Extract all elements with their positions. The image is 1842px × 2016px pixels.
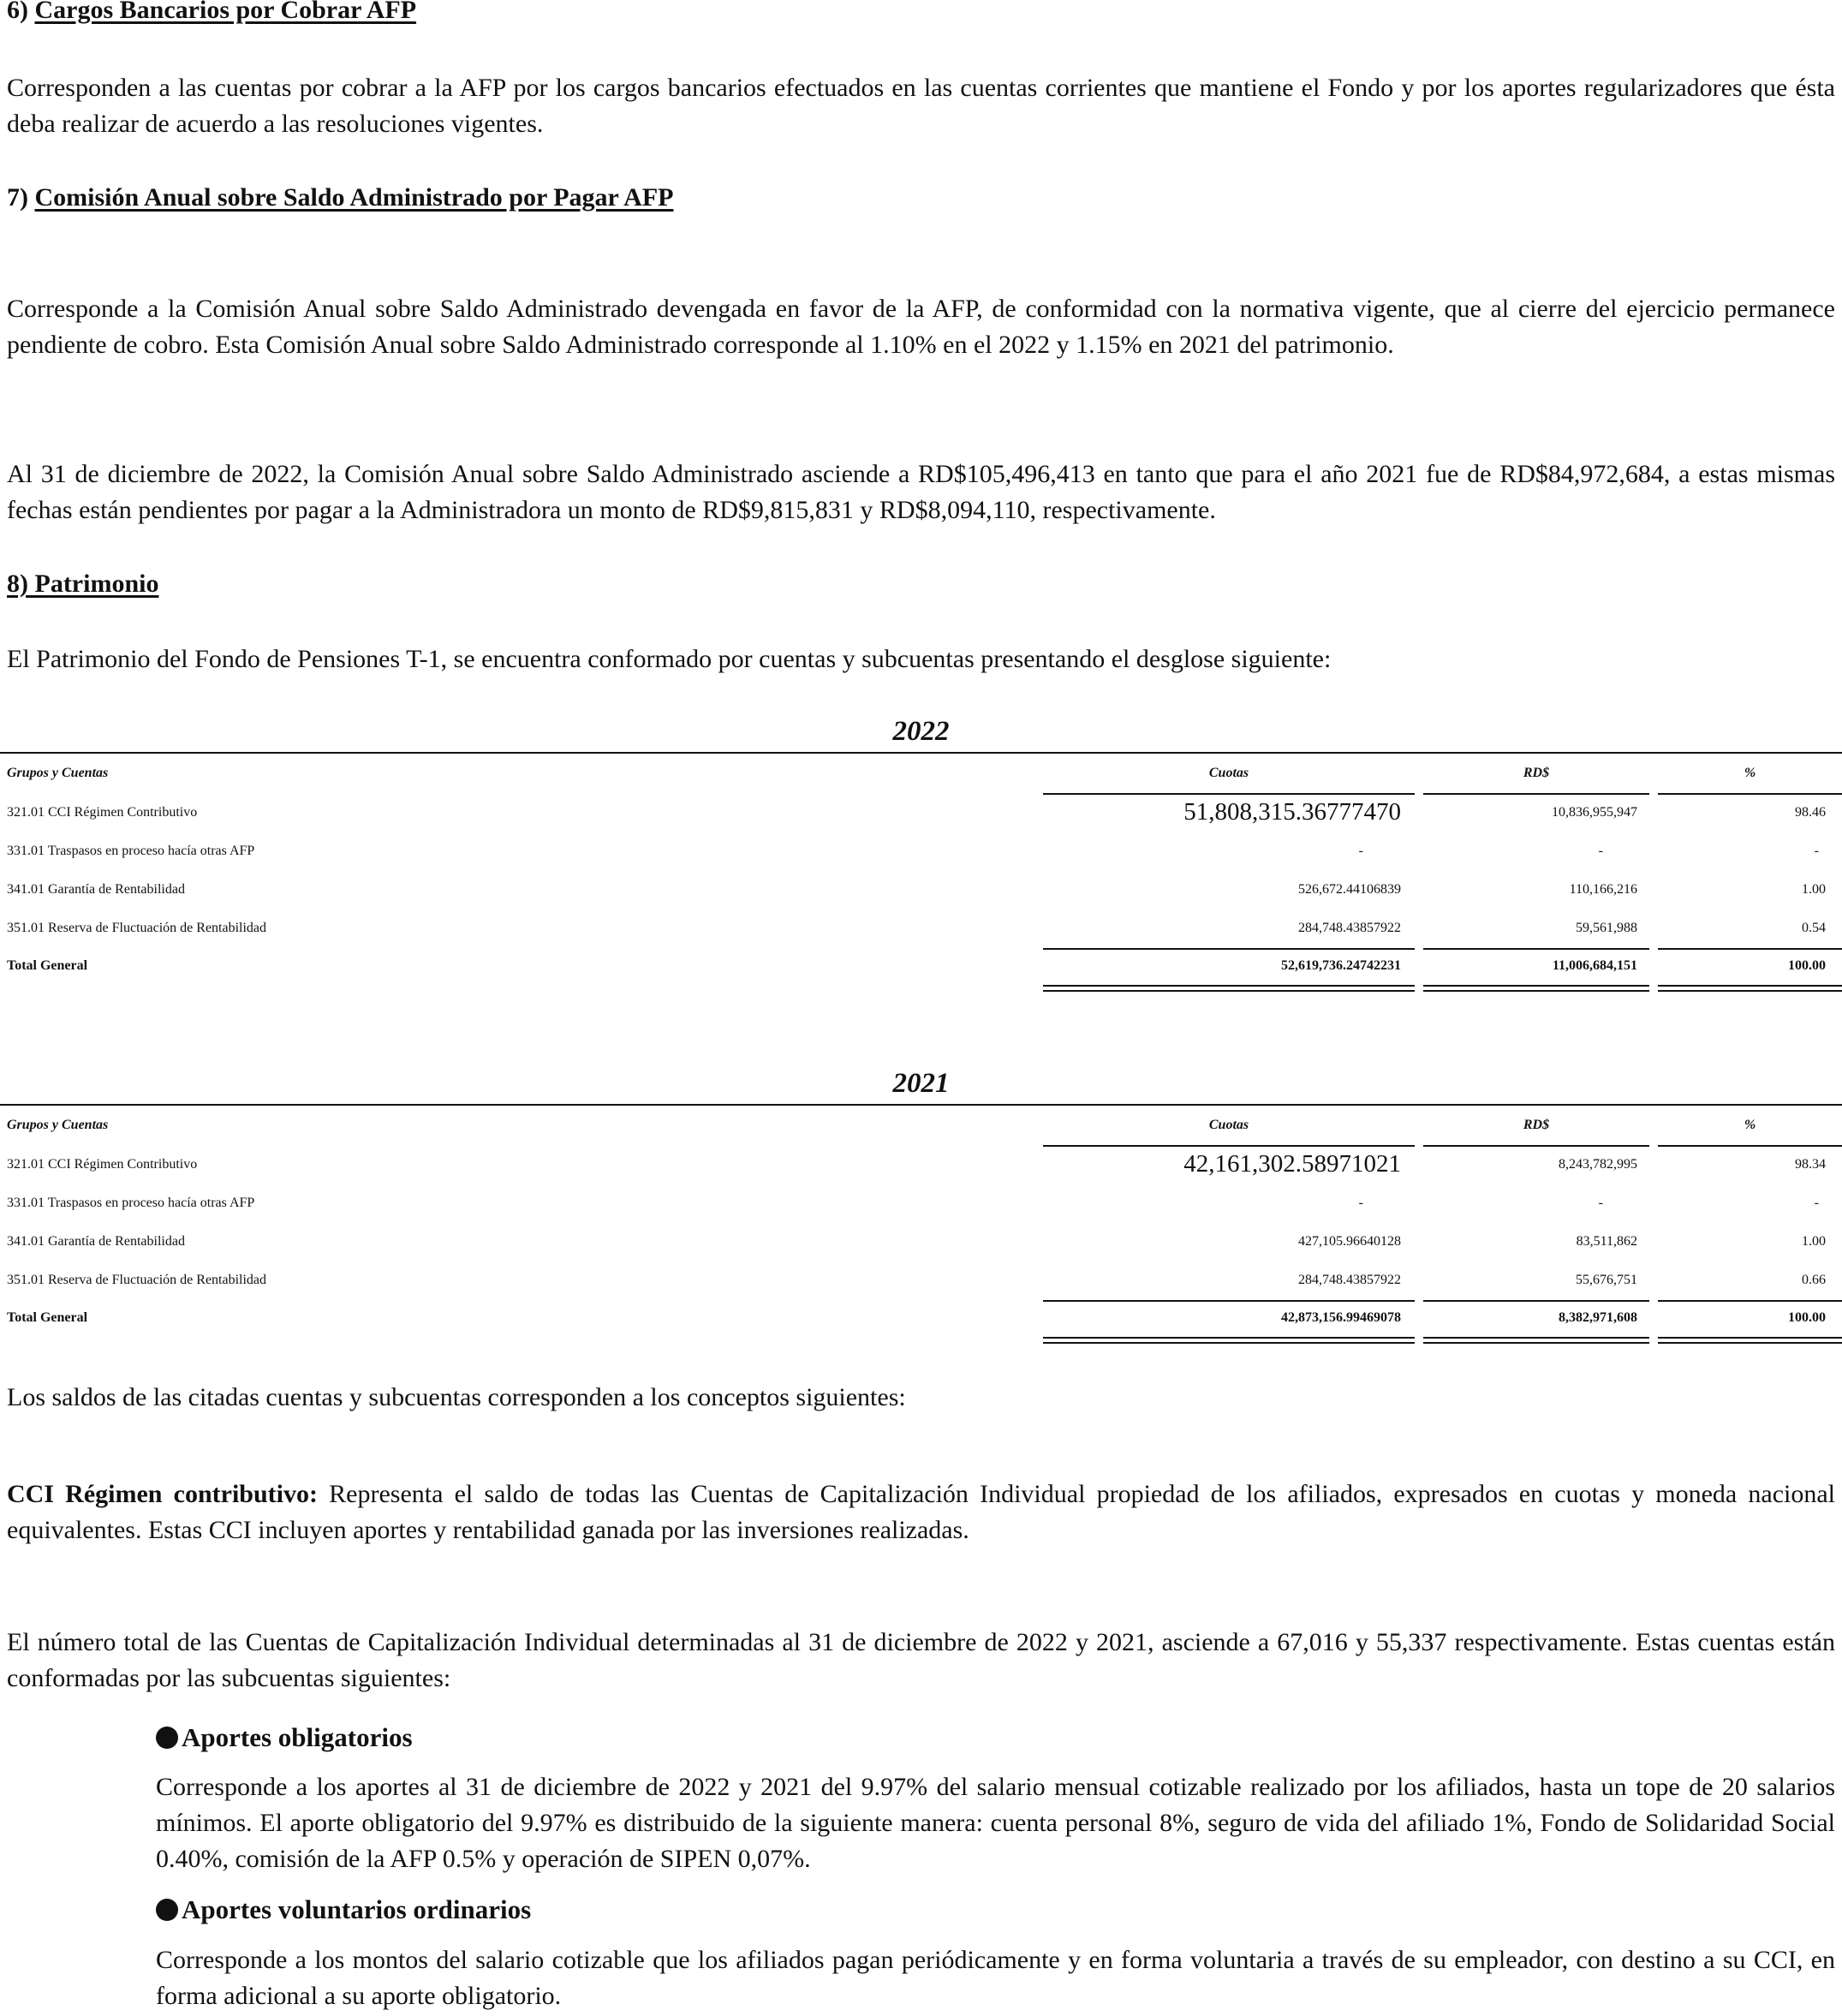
row-pct-value: 98.46 — [1795, 805, 1826, 820]
table-2021-year: 2021 — [892, 1068, 950, 1099]
bullet-icon — [156, 1727, 178, 1749]
section-7-body-2: Al 31 de diciembre de 2022, la Comisión Anual sobre Saldo Administrado asciende a RD$105,496,413 en tanto que para el año 2021 fue de RD$84,972,684, a estas mismas fechas están pendientes por pagar a la Administradora un monto de RD$9,815,831 y RD$8,094,110, respectivamente. — [7, 460, 1835, 524]
total-cuotas-value: 52,619,736.24742231 — [1281, 958, 1401, 973]
column-header-rd: RD$ — [1523, 766, 1550, 780]
table-total-row — [0, 946, 1842, 985]
section-7-body-1: Corresponde a la Comisión Anual sobre Saldo Administrado devengada en favor de la AFP, de conformidad con la normativa vigente, que al cierre del ejercicio permanece pendiente de cobro. Esta Comisión Anual sobre Saldo Administrado corresponde al 1.10% en el 2022 y 1.15% en 2021 del patrimonio. — [7, 295, 1835, 359]
column-header-pct: % — [1744, 1118, 1756, 1132]
row-account-name: 351.01 Reserva de Fluctuación de Rentabilidad — [7, 1273, 267, 1287]
total-double-rule-cuotas — [1043, 985, 1415, 992]
row-cuotas-value: 42,161,302.58971021 — [1183, 1150, 1401, 1178]
total-pct-value: 100.00 — [1788, 1310, 1826, 1325]
bullet-title: Aportes obligatorios — [182, 1722, 413, 1752]
total-rd-value: 11,006,684,151 — [1552, 958, 1637, 973]
table-2022-year: 2022 — [892, 716, 950, 747]
cci-label: CCI Régimen contributivo: — [7, 1480, 318, 1508]
column-header-cuotas: Cuotas — [1208, 1118, 1249, 1132]
total-pct-value: 100.00 — [1788, 958, 1826, 973]
section-8-heading — [7, 569, 158, 599]
row-rd-value: 83,511,862 — [1576, 1234, 1637, 1249]
total-double-rule-rd — [1423, 985, 1649, 992]
row-cuotas-value: 51,808,315.36777470 — [1183, 798, 1401, 826]
column-header-rd: RD$ — [1523, 1118, 1550, 1132]
concepts-intro: Los saldos de las citadas cuentas y subcuentas corresponden a los conceptos siguientes: — [7, 1383, 906, 1411]
column-header-pct: % — [1744, 766, 1756, 780]
row-pct-value: 1.00 — [1802, 882, 1826, 897]
row-cuotas-value: 427,105.96640128 — [1298, 1234, 1401, 1249]
bullet-aportes-voluntarios — [156, 1894, 531, 1926]
table-row — [0, 793, 1842, 832]
cci-body: Representa el saldo de todas las Cuentas de Capitalización Individual propiedad de los afiliados, expresados en cuotas y moneda nacional equivalentes. Estas CCI incluyen aportes y rentabilidad ganada por las inversiones realizadas. — [7, 1480, 1835, 1544]
total-double-rule-pct — [1658, 1337, 1842, 1344]
total-label: Total General — [7, 1310, 88, 1325]
bullet-icon — [156, 1899, 178, 1921]
section-8-intro: El Patrimonio del Fondo de Pensiones T-1, se encuentra conformado por cuentas y subcuentas presentando el desglose siguiente: — [7, 645, 1332, 673]
row-cuotas-value: - — [1358, 1196, 1363, 1210]
row-cuotas-value: 526,672.44106839 — [1298, 882, 1401, 897]
bullet-2-body: Corresponde a los montos del salario cotizable que los afiliados pagan periódicamente y en forma voluntaria a través de su empleador, con destino a su CCI, en forma adicional a su aporte obligatorio. — [156, 1946, 1835, 2010]
column-header-grupos: Grupos y Cuentas — [7, 1118, 109, 1132]
bullet-title: Aportes voluntarios ordinarios — [182, 1894, 532, 1924]
total-rd-value: 8,382,971,608 — [1559, 1310, 1637, 1325]
total-double-rule-cuotas — [1043, 1337, 1415, 1344]
column-header-grupos: Grupos y Cuentas — [7, 766, 109, 780]
table-row — [0, 1261, 1842, 1299]
total-cuotas-value: 42,873,156.99469078 — [1281, 1310, 1401, 1325]
section-6-heading — [7, 0, 416, 26]
accounts-paragraph: El número total de las Cuentas de Capitalización Individual determinadas al 31 de diciembre de 2022 y 2021, asciende a 67,016 y 55,337 respectivamente. Estas cuentas están conformadas por las subcuentas siguientes: — [7, 1628, 1835, 1692]
row-rd-value: - — [1598, 1196, 1603, 1210]
bullet-1-body: Corresponde a los aportes al 31 de diciembre de 2022 y 2021 del 9.97% del salario mensual cotizable realizado por los afiliados, hasta un tope de 20 salarios mínimos. El aporte obligatorio del 9.97% es distribuido de la siguiente manera: cuenta personal 8%, seguro de vida del afiliado 1%, Fondo de Solidaridad Social 0.40%, comisión de la AFP 0.5% y operación de SIPEN 0,07%. — [156, 1773, 1835, 1873]
table-row — [0, 1222, 1842, 1261]
row-pct-value: 1.00 — [1802, 1234, 1826, 1249]
row-rd-value: 10,836,955,947 — [1552, 805, 1637, 820]
total-double-rule-rd — [1423, 1337, 1649, 1344]
row-account-name: 331.01 Traspasos en proceso hacía otras AFP — [7, 1196, 255, 1210]
row-cuotas-value: - — [1358, 844, 1363, 858]
row-account-name: 321.01 CCI Régimen Contributivo — [7, 1157, 198, 1172]
row-pct-value: 0.54 — [1802, 921, 1826, 935]
table-row — [0, 909, 1842, 947]
total-label: Total General — [7, 958, 88, 973]
column-header-cuotas: Cuotas — [1208, 766, 1249, 780]
section-6-body: Corresponden a las cuentas por cobrar a la AFP por los cargos bancarios efectuados en las cuentas corrientes que mantiene el Fondo y por los aportes regularizadores que ésta deba realizar de acuerdo a las resoluciones vigentes. — [7, 74, 1835, 138]
table-total-row — [0, 1298, 1842, 1337]
bullet-aportes-obligatorios — [156, 1721, 413, 1754]
row-pct-value: - — [1814, 1196, 1819, 1210]
section-7-number: 7) — [7, 183, 28, 212]
row-account-name: 351.01 Reserva de Fluctuación de Rentabilidad — [7, 921, 267, 935]
section-6-number: 6) — [7, 0, 28, 24]
cci-paragraph — [7, 1476, 1835, 1548]
row-pct-value: 98.34 — [1795, 1157, 1826, 1172]
row-account-name: 331.01 Traspasos en proceso hacía otras AFP — [7, 844, 255, 858]
row-pct-value: - — [1814, 844, 1819, 858]
table-row — [0, 1145, 1842, 1184]
table-row — [0, 1184, 1842, 1222]
table-row — [0, 832, 1842, 870]
row-pct-value: 0.66 — [1802, 1273, 1826, 1287]
row-rd-value: - — [1598, 844, 1603, 858]
total-double-rule-pct — [1658, 985, 1842, 992]
row-account-name: 321.01 CCI Régimen Contributivo — [7, 805, 198, 820]
section-6-title: Cargos Bancarios por Cobrar AFP — [34, 0, 417, 24]
row-rd-value: 55,676,751 — [1576, 1273, 1637, 1287]
table-row — [0, 870, 1842, 909]
row-cuotas-value: 284,748.43857922 — [1298, 1273, 1401, 1287]
section-8-title: 8) Patrimonio — [7, 570, 159, 598]
row-cuotas-value: 284,748.43857922 — [1298, 921, 1401, 935]
table-2022-header-row — [0, 754, 1842, 792]
section-7-title: Comisión Anual sobre Saldo Administrado por Pagar AFP — [34, 183, 674, 212]
row-rd-value: 110,166,216 — [1569, 882, 1637, 897]
row-account-name: 341.01 Garantía de Rentabilidad — [7, 1234, 185, 1249]
row-account-name: 341.01 Garantía de Rentabilidad — [7, 882, 185, 897]
section-7-heading — [7, 182, 673, 213]
row-rd-value: 59,561,988 — [1576, 921, 1637, 935]
row-rd-value: 8,243,782,995 — [1559, 1157, 1637, 1172]
table-2021-header-row — [0, 1106, 1842, 1144]
